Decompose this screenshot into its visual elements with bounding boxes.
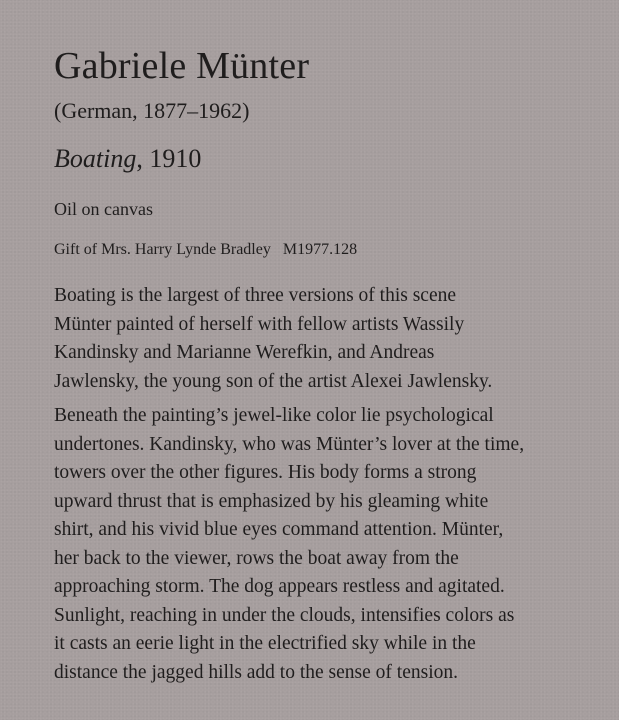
description-paragraph-2: Beneath the painting’s jewel-like color lie psychological undertones. Kandinsky, who was Münter’s lover at the time, towers over the other figures. His body forms a strong upward thrust that is emphasized by his gleaming white shirt, and his vivid blue eyes command attention. Münter, her back to the viewer, rows the boat away from the approaching storm. The dog appears restless and agitated. Sunlight, reaching in under the clouds, intensifies colors as it casts an eerie light in the electrified sky while in the distance the jagged hills add to the sense of tension. [54, 405, 525, 683]
artwork-year: , 1910 [136, 144, 202, 173]
artwork-medium: Oil on canvas [54, 199, 153, 219]
artwork-title-line [54, 144, 594, 174]
credit-line: Gift of Mrs. Harry Lynde Bradley [54, 241, 271, 258]
artist-nationality-dates: (German, 1877–1962) [54, 98, 250, 123]
accession-number: M1977.128 [282, 241, 358, 258]
description-paragraph-1: Boating is the largest of three versions of this scene Münter painted of herself with fellow artists Wassily Kandinsky and Marianne Werefkin, and Andreas Jawlensky, the young son of the artist Alexei Jawlensky. [54, 285, 493, 392]
credit-line-row [54, 240, 594, 260]
museum-wall-label [54, 46, 594, 687]
artwork-title: Boating [54, 144, 137, 173]
artist-name: Gabriele Münter [54, 45, 310, 87]
